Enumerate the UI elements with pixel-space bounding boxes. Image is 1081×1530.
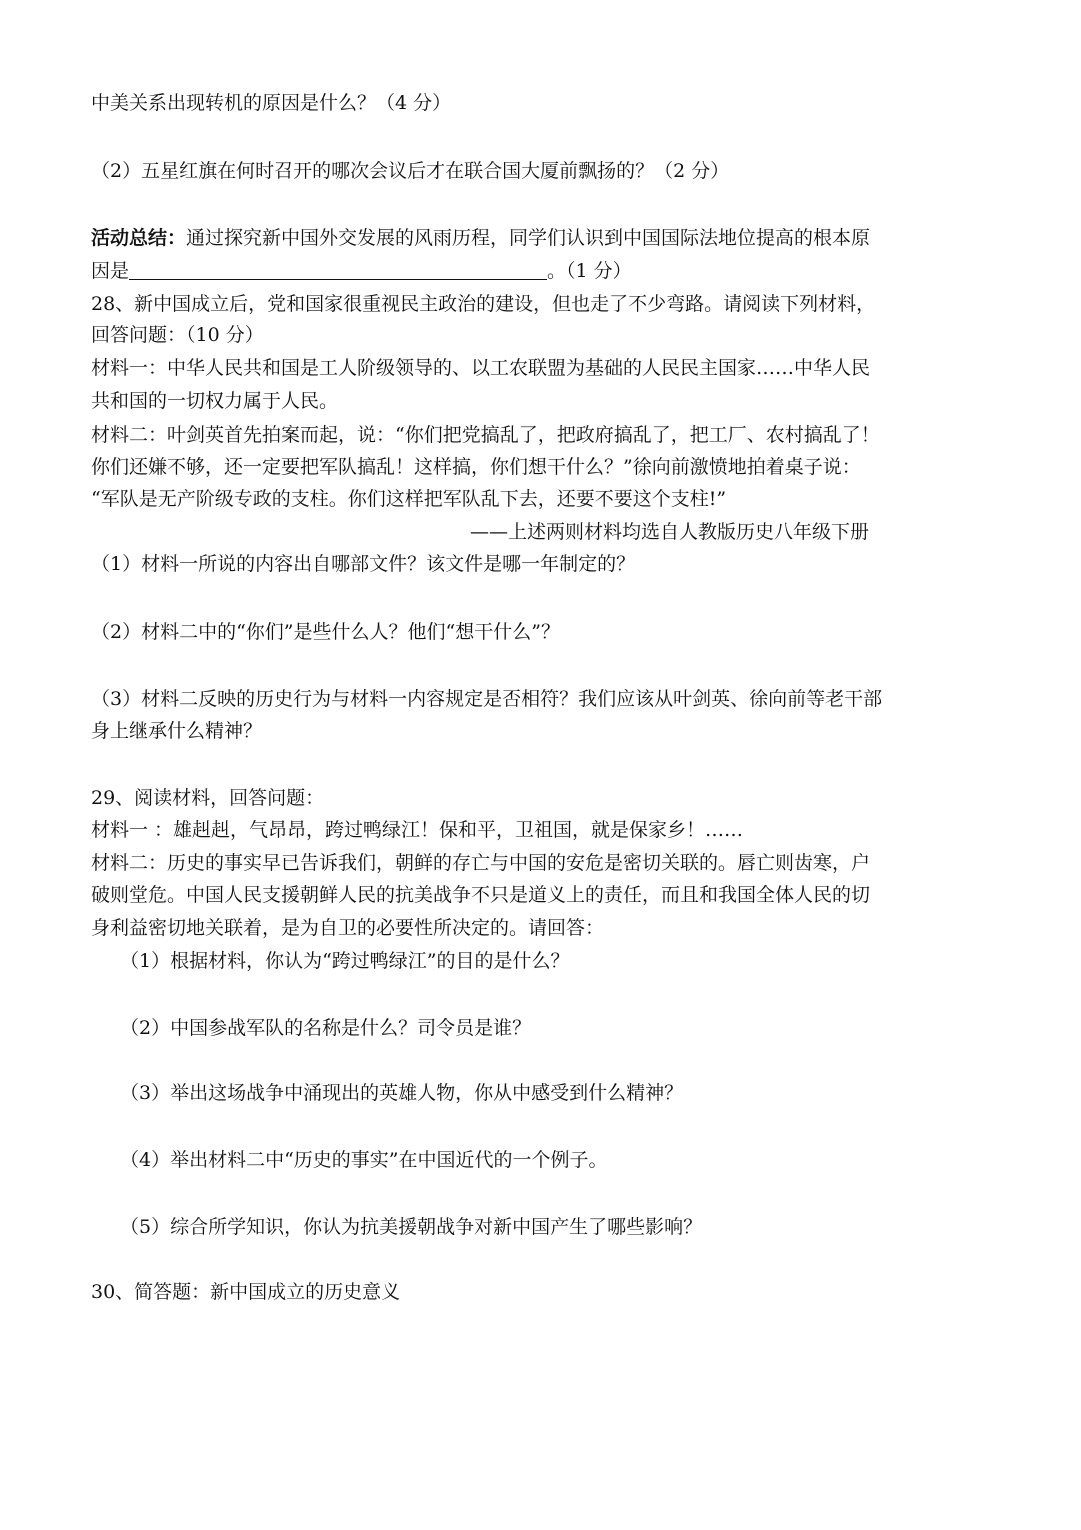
q27-summary-line [91, 223, 870, 253]
q28-subquestion-1: （1）材料一所说的内容出自哪部文件？该文件是哪一年制定的？ [91, 553, 636, 575]
q29-material2-1: 材料二：历史的事实早已告诉我们，朝鲜的存亡与中国的安危是密切关联的。唇亡则齿寒，户 [91, 852, 871, 874]
q28-material2-3: “军队是无产阶级专政的支柱。你们这样把军队乱下去，还要不要这个支柱!” [91, 488, 727, 510]
q28-intro-1: 28、新中国成立后，党和国家很重视民主政治的建设，但也走了不少弯路。请阅读下列材料， [91, 293, 876, 315]
q28-subquestion-3-2: 身上继承什么精神？ [91, 720, 263, 742]
q29-material2-2: 破则堂危。中国人民支援朝鲜人民的抗美战争不只是道义上的责任，而且和我国全体人民的切 [91, 884, 871, 906]
q28-material1-2: 共和国的一切权力属于人民。 [91, 390, 339, 412]
summary-text: 通过探究新中国外交发展的风雨历程，同学们认识到中国国际法地位提高的根本原 [186, 227, 871, 249]
q28-subquestion-3-1: （3）材料二反映的历史行为与材料一内容规定是否相符？我们应该从叶剑英、徐向前等老干部 [91, 688, 883, 710]
q28-material2-2: 你们还嫌不够，还一定要把军队搞乱！这样搞，你们想干什么？”徐向前激愤地拍着桌子说： [91, 456, 861, 478]
q29-subquestion-5: （5）综合所学知识，你认为抗美援朝战争对新中国产生了哪些影响？ [120, 1216, 703, 1238]
q29-intro: 29、阅读材料，回答问题： [91, 787, 325, 809]
summary-label: 活动总结： [91, 227, 187, 249]
q29-subquestion-2: （2）中国参战军队的名称是什么？司令员是谁？ [120, 1017, 532, 1039]
q28-source: ——上述两则材料均选自人教版历史八年级下册 [470, 521, 870, 543]
q28-subquestion-2: （2）材料二中的“你们”是些什么人？他们“想干什么”？ [91, 621, 560, 643]
q27-flag-question: （2）五星红旗在何时召开的哪次会议后才在联合国大厦前飘扬的？（2 分） [91, 160, 730, 182]
q29-material2-3: 身利益密切地关联着，是为自卫的必要性所决定的。请回答： [91, 917, 605, 939]
q27-reason-question: 中美关系出现转机的原因是什么？（4 分） [91, 92, 452, 114]
q28-intro-2: 回答问题：（10 分） [91, 324, 264, 346]
q27-summary-answer-line [91, 256, 632, 286]
answer-blank[interactable] [129, 259, 547, 280]
q29-material1: 材料一 ：雄赳赳，气昂昂，跨过鸭绿江！保和平，卫祖国，就是保家乡！…… [91, 819, 744, 841]
q30-question: 30、简答题：新中国成立的历史意义 [91, 1281, 401, 1303]
q29-subquestion-3: （3）举出这场战争中涌现出的英雄人物，你从中感受到什么精神？ [120, 1082, 684, 1104]
summary-cont: 因是 [91, 260, 130, 282]
q28-material1-1: 材料一：中华人民共和国是工人阶级领导的、以工农联盟为基础的人民民主国家……中华人民 [91, 357, 871, 379]
summary-end: 。（1 分） [547, 260, 632, 282]
q29-subquestion-4: （4）举出材料二中“历史的事实”在中国近代的一个例子。 [120, 1149, 608, 1171]
q29-subquestion-1: （1）根据材料，你认为“跨过鸭绿江”的目的是什么？ [120, 950, 570, 972]
q28-material2-1: 材料二：叶剑英首先拍案而起，说：“你们把党搞乱了，把政府搞乱了，把工厂、农村搞乱了！ [91, 424, 880, 446]
